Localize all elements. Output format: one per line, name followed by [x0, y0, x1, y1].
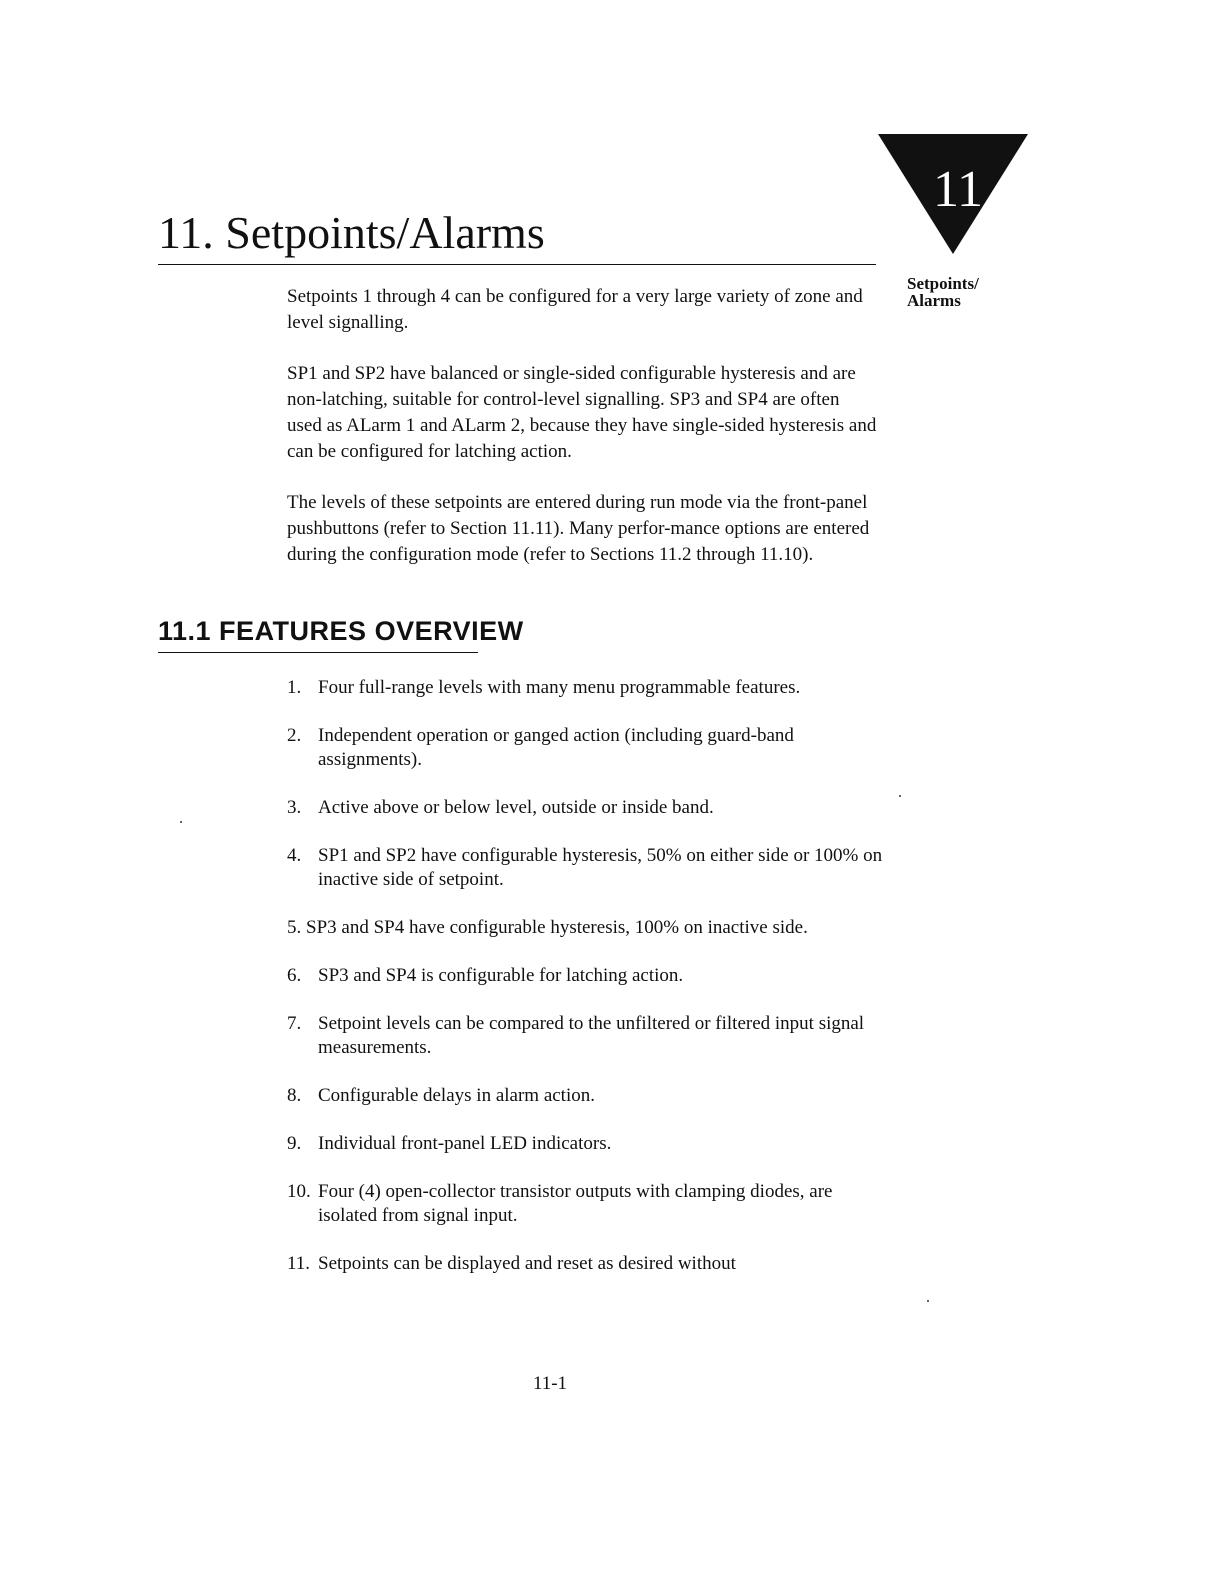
- list-item-text: SP3 and SP4 have configurable hysteresis, 100% on inactive side.: [306, 917, 808, 938]
- intro-paragraph: SP1 and SP2 have balanced or single-sided configurable hysteresis and are non-latching, suitable for control-level signalling. SP3 and SP4 are often used as ALarm 1 and ALarm 2, because they have single-sided hysteresis and can be configured for latching action.: [287, 363, 877, 462]
- intro-paragraph: The levels of these setpoints are entered during run mode via the front-panel pushbuttons (refer to Section 11.11). Many perfor-mance options are entered during the configuration mode (refer to Sections 11.2 through 11.10).: [287, 492, 870, 565]
- list-item-number: 2.: [287, 725, 302, 746]
- list-item: [287, 1084, 887, 1108]
- list-item-number: 8.: [287, 1085, 302, 1106]
- list-item-text: SP1 and SP2 have configurable hysteresis, 50% on either side or 100% on inactive side of setpoint.: [318, 845, 883, 890]
- title-rule: [158, 264, 876, 265]
- list-item-number: 10.: [287, 1181, 311, 1202]
- list-item: [287, 964, 887, 988]
- intro-paragraph: Setpoints 1 through 4 can be configured for a very large variety of zone and level signalling.: [287, 286, 863, 333]
- list-item-text: Four full-range levels with many menu programmable features.: [318, 677, 801, 698]
- list-item-number: 7.: [287, 1013, 302, 1034]
- tab-caption-line1: Setpoints/: [907, 274, 979, 293]
- list-item-text: Four (4) open-collector transistor outputs with clamping diodes, are isolated from signal input.: [318, 1181, 833, 1226]
- list-item-text: SP3 and SP4 is configurable for latching action.: [318, 965, 684, 986]
- scan-speck: [180, 821, 182, 823]
- features-list: [287, 676, 887, 1300]
- list-item: [287, 844, 887, 892]
- scan-speck: [899, 795, 901, 797]
- list-item-text: Active above or below level, outside or inside band.: [318, 797, 714, 818]
- chapter-tab-number: 11: [932, 161, 984, 218]
- list-item-number: 6.: [287, 965, 302, 986]
- list-item-text: Configurable delays in alarm action.: [318, 1085, 595, 1106]
- list-item-text: Setpoint levels can be compared to the unfiltered or filtered input signal measurements.: [318, 1013, 865, 1058]
- list-item: [287, 724, 887, 772]
- list-item-number: 9.: [287, 1133, 302, 1154]
- list-item-text: Individual front-panel LED indicators.: [318, 1133, 612, 1154]
- list-item-number: 5.: [287, 917, 302, 938]
- list-item-number: 1.: [287, 677, 302, 698]
- list-item: [287, 1012, 887, 1060]
- scan-speck: [927, 1300, 929, 1302]
- intro-text: [287, 284, 877, 593]
- list-item: [287, 1180, 887, 1228]
- chapter-tab-caption: [907, 275, 1017, 309]
- list-item-text: Setpoints can be displayed and reset as desired without: [318, 1253, 736, 1274]
- list-item: [287, 1132, 887, 1156]
- list-item: [287, 916, 887, 940]
- list-item-number: 11.: [287, 1253, 311, 1274]
- section-rule: [158, 652, 478, 653]
- chapter-title: 11. Setpoints/Alarms: [158, 207, 545, 258]
- list-item-number: 3.: [287, 797, 302, 818]
- section-heading: 11.1 FEATURES OVERVIEW: [158, 616, 524, 646]
- list-item: [287, 676, 887, 700]
- page-number: 11-1: [532, 1373, 568, 1394]
- chapter-tab-marker: [878, 130, 1030, 256]
- list-item: [287, 1252, 887, 1276]
- list-item: [287, 796, 887, 820]
- list-item-text: Independent operation or ganged action (including guard-band assignments).: [318, 725, 794, 770]
- tab-caption-line2: Alarms: [907, 291, 961, 310]
- list-item-number: 4.: [287, 845, 302, 866]
